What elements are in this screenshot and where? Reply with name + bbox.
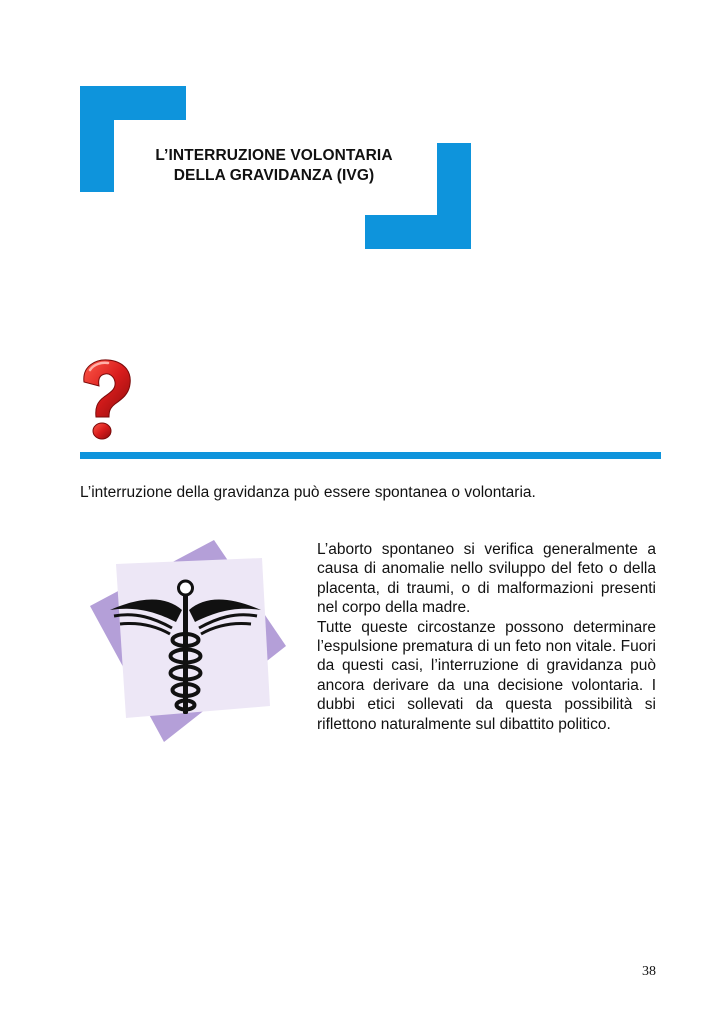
page-number: 38 xyxy=(642,964,656,979)
paragraph-spontaneous-abortion: L’aborto spontaneo si verifica generalmente a causa di anomalie nello sviluppo del feto o della placenta, di traumi, o di malformazioni presenti nel corpo della madre. xyxy=(317,541,656,617)
intro-sentence: L’interruzione della gravidanza può essere spontanea o volontaria. xyxy=(80,484,536,501)
page-title-line-1: L’INTERRUZIONE VOLONTARIA xyxy=(155,147,393,164)
page-title xyxy=(114,146,434,186)
question-mark-icon xyxy=(78,356,134,444)
page-title-line-2: DELLA GRAVIDANZA (IVG) xyxy=(173,167,375,184)
paragraph-voluntary-interruption: Tutte queste circostanze possono determinare l’espulsione prematura di un feto non vitale. Fuori da questi casi, l’interruzione di gravidanza può ancora derivare da una decisione volontaria. I dubbi etici sollevati da questa possibilità si riflettono naturalmente sul dibattito politico. xyxy=(317,618,656,733)
section-divider xyxy=(80,452,661,459)
body-text xyxy=(317,540,656,734)
title-bracket-top-left-vertical xyxy=(80,86,114,192)
caduceus-illustration xyxy=(86,536,292,746)
title-bracket-bottom-right-horizontal xyxy=(365,215,471,249)
